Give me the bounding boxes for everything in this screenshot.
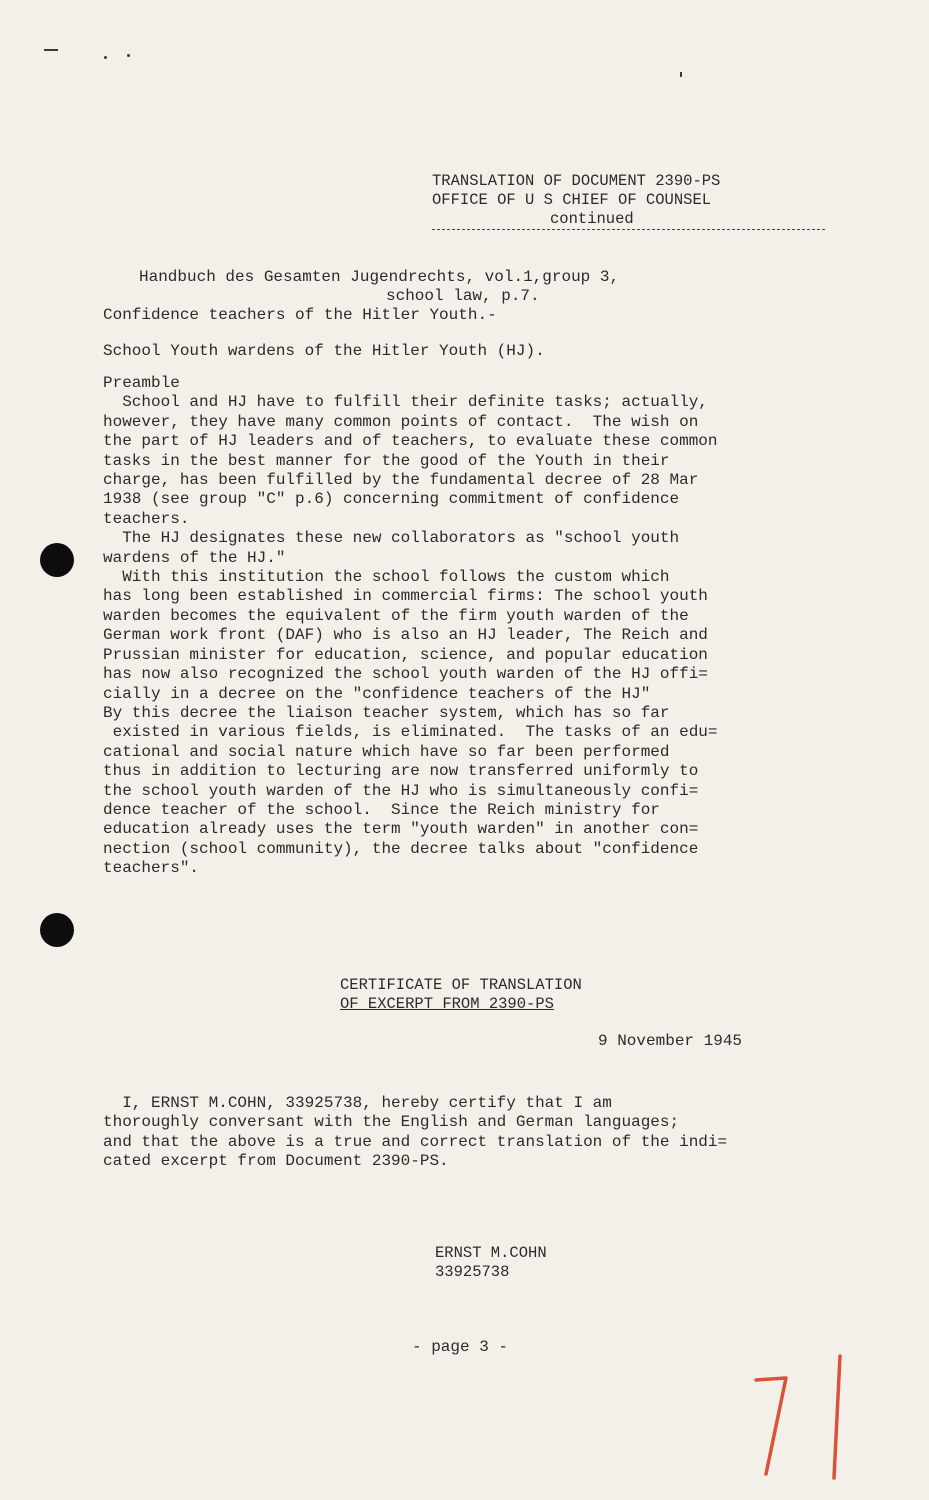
body-line: education already uses the term "youth warden" in another con=	[103, 820, 699, 839]
header-title: TRANSLATION OF DOCUMENT 2390-PS	[432, 172, 721, 190]
document-header	[432, 172, 832, 230]
punch-hole-upper	[40, 543, 74, 577]
page-number: - page 3 -	[412, 1338, 509, 1356]
body-line: School and HJ have to fulfill their definite tasks; actually,	[103, 393, 708, 412]
body-line: has long been established in commercial firms: The school youth	[103, 587, 708, 606]
body-line: the part of HJ leaders and of teachers, to evaluate these common	[103, 432, 718, 451]
body-line: By this decree the liaison teacher system, which has so far	[103, 703, 670, 722]
certification-statement	[103, 1094, 883, 1172]
body-line: however, they have many common points of contact. The wish on	[103, 412, 699, 431]
certificate-subtitle: OF EXCERPT FROM 2390-PS	[340, 995, 554, 1013]
handwritten-page-stamp	[748, 1352, 858, 1482]
body-line: cially in a decree on the "confidence teachers of the HJ"	[103, 684, 651, 703]
body-line: German work front (DAF) who is also an HJ leader, The Reich and	[103, 626, 708, 645]
margin-dot	[127, 54, 130, 57]
body-line: nection (school community), the decree talks about "confidence	[103, 839, 699, 858]
body-line: thus in addition to lecturing are now transferred uniformly to	[103, 762, 699, 781]
body-line: wardens of the HJ."	[103, 548, 286, 567]
body-line: Prussian minister for education, science, and popular education	[103, 645, 708, 664]
body-line: the school youth warden of the HJ who is simultaneously confi=	[103, 781, 699, 800]
signature-block	[435, 1244, 547, 1282]
source-reference	[103, 268, 883, 361]
statement-line: I, ERNST M.COHN, 33925738, hereby certify that I am	[103, 1094, 612, 1112]
certificate-title: CERTIFICATE OF TRANSLATION	[340, 976, 582, 994]
certificate-date: 9 November 1945	[598, 1032, 743, 1050]
body-line: Preamble	[103, 374, 180, 392]
punch-hole-lower	[40, 913, 74, 947]
certificate-heading	[340, 976, 582, 1014]
body-line: 1938 (see group "C" p.6) concerning commitment of confidence	[103, 490, 680, 509]
margin-mark	[680, 72, 682, 77]
body-line: The HJ designates these new collaborators as "school youth	[103, 529, 680, 548]
body-line: existed in various fields, is eliminated. The tasks of an edu=	[103, 723, 718, 742]
body-line: tasks in the best manner for the good of the Youth in their	[103, 451, 670, 470]
body-line: teachers".	[103, 859, 200, 878]
body-line: cational and social nature which have so far been performed	[103, 742, 670, 761]
margin-dot	[104, 56, 107, 59]
body-line: With this institution the school follows the custom which	[103, 568, 670, 587]
translation-body	[103, 374, 883, 879]
signature-name: ERNST M.COHN	[435, 1244, 547, 1262]
statement-line: thoroughly conversant with the English and German languages;	[103, 1113, 680, 1132]
body-line: charge, has been fulfilled by the fundamental decree of 28 Mar	[103, 471, 699, 490]
body-line: dence teacher of the school. Since the Reich ministry for	[103, 800, 660, 819]
body-line: has now also recognized the school youth warden of the HJ offi=	[103, 665, 708, 684]
margin-mark	[44, 49, 58, 51]
source-heading-2: School Youth wardens of the Hitler Youth (HJ).	[103, 342, 545, 360]
signature-number: 33925738	[435, 1263, 510, 1281]
header-office: OFFICE OF U S CHIEF OF COUNSEL	[432, 191, 712, 209]
body-line: teachers.	[103, 509, 190, 528]
header-continued: continued	[432, 210, 825, 230]
source-page: school law, p.7.	[386, 287, 540, 305]
body-line: warden becomes the equivalent of the firm youth warden of the	[103, 606, 689, 625]
statement-line: cated excerpt from Document 2390-PS.	[103, 1152, 449, 1171]
source-title: Handbuch des Gesamten Jugendrechts, vol.1,group 3,	[139, 268, 620, 286]
statement-line: and that the above is a true and correct translation of the indi=	[103, 1132, 728, 1151]
source-heading-1: Confidence teachers of the Hitler Youth.-	[103, 306, 497, 324]
